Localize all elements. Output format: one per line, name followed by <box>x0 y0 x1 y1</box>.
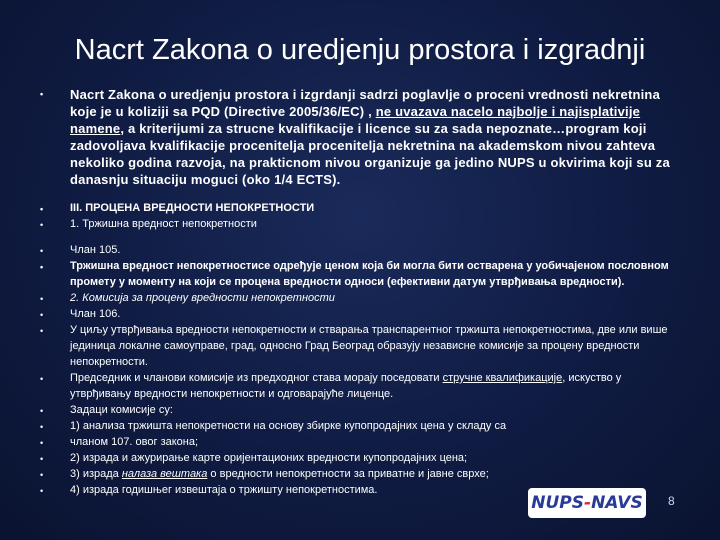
bullet-icon: • <box>40 422 44 432</box>
item-text: Задаци комисије су: <box>70 404 173 416</box>
item-text: У циљу утврђивања вредности непокретности и стварања транспарентног тржишта непокретностима, две или више јединица локалне самоуправе, град, односно Град Београд образују независне комисије за процену вредности непокретности. <box>70 324 668 368</box>
item-text: III. ПРОЦЕНА ВРЕДНОСТИ НЕПОКРЕТНОСТИ <box>70 202 315 214</box>
bullet-icon: • <box>40 326 44 336</box>
list-item <box>36 450 672 466</box>
bullet-icon: • <box>40 438 44 448</box>
list-item <box>36 402 672 418</box>
logo-left-text: NUPS <box>531 493 585 513</box>
bullet-icon: • <box>40 246 44 256</box>
item-text: 1) анализа тржишта непокретности на основу збирке купопродајних цена у складу са <box>70 420 507 432</box>
intro-text-2: , a kriterijumi za strucne kvalifikacije i licence su za sada nepoznate…program koji zadovoljava kvalifikacije procenitelja procenitelja nekretnina na akademskom nivou zahteva nekoliko godina razvoja, na prakticnom nivou organizuje ga jedino NUPS u okvirima koji su za danasnju situaciju moguci (oko 1/4 ECTS). <box>70 121 670 187</box>
list-item <box>36 242 672 258</box>
item-underlined-text: налаза вештака <box>121 468 208 480</box>
item-text: 3) израда <box>70 468 122 480</box>
item-text: Члан 106. <box>70 308 121 320</box>
list-item-definition <box>36 258 672 290</box>
bullet-icon: • <box>40 406 44 416</box>
bullet-icon: • <box>40 89 44 99</box>
item-text: 2. Комисија за процену вредности непокретности <box>70 292 335 304</box>
list-item <box>36 370 672 402</box>
nups-navs-logo <box>528 488 646 518</box>
item-text: Тржишна вредност непокретностисе одређује ценом која би могла бити остварена у уобичајеном пословном промету у моменту на који се процена вредности односи (ефективни датум утврђивања вредности). <box>70 260 669 288</box>
intro-text-1: Nacrt Zakona o uredjenju prostora i izgrdanji sadrzi poglavlje o proceni vrednosti nekretnina koje je u koliziji sa PQD (Directive 2005/36/EC) , <box>70 87 660 119</box>
item-text: о вредности непокретности за приватне и јавне сврхе; <box>207 468 489 480</box>
bullet-icon: • <box>40 220 44 230</box>
page-number: 8 <box>668 494 675 508</box>
item-text: Председник и чланови комисије из предходног става морају поседовати <box>70 372 443 384</box>
item-text: чланом 107. овог закона; <box>70 436 199 448</box>
bullet-icon: • <box>40 294 44 304</box>
logo-separator: - <box>584 493 592 513</box>
logo-right-text: NAVS <box>591 493 643 513</box>
list-item <box>36 306 672 322</box>
list-item <box>36 418 672 434</box>
list-item <box>36 322 672 370</box>
bullet-icon: • <box>40 262 44 272</box>
slide-content <box>36 86 672 498</box>
item-text: 2) израда и ажурирање карте оријентационих вредности купопродајних цена; <box>70 452 468 464</box>
item-text: Члан 105. <box>70 244 121 256</box>
list-item <box>36 434 672 450</box>
intro-underlined-text: ne uvazava nacelo najbolje i najisplativije namene <box>70 104 641 136</box>
item-underlined-text: стручне квалификације <box>442 372 563 384</box>
bullet-icon: • <box>40 454 44 464</box>
item-text: 4) израда годишњег извештаја о тржишту непокретностима. <box>70 484 378 496</box>
bullet-icon: • <box>40 470 44 480</box>
bullet-icon: • <box>40 204 44 214</box>
slide-title: Nacrt Zakona o uredjenju prostora i izgradnji <box>74 34 646 66</box>
bullet-icon: • <box>40 486 44 496</box>
list-item <box>36 216 672 232</box>
list-item <box>36 290 672 306</box>
list-item-heading <box>36 200 672 216</box>
intro-paragraph <box>36 86 672 188</box>
bullet-icon: • <box>40 310 44 320</box>
list-item <box>36 466 672 482</box>
item-text: , искуство у утврђивању вредности непокретности и одговарајуће лиценце. <box>70 372 622 400</box>
bullet-icon: • <box>40 374 44 384</box>
item-text: 1. Тржишна вредност непокретности <box>70 218 257 230</box>
